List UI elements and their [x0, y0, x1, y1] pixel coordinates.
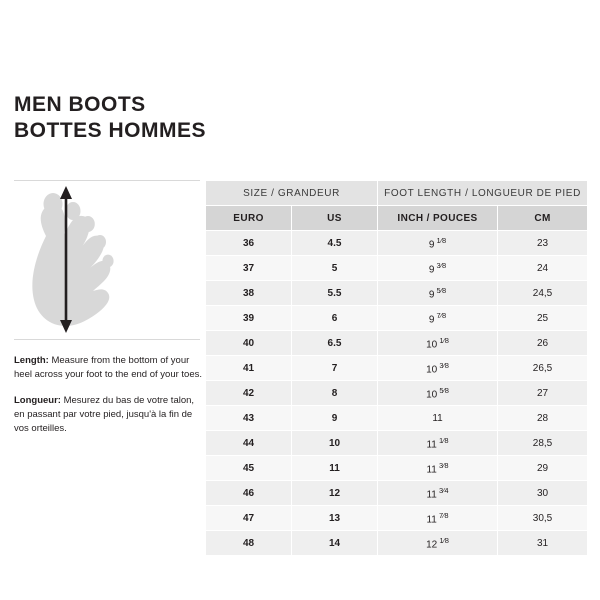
cell-us: 7: [292, 356, 378, 381]
inch-whole: 11: [426, 514, 437, 526]
cell-cm: 26: [498, 331, 588, 356]
table-row: [206, 431, 588, 456]
cell-inch: [378, 281, 498, 306]
inch-whole: 11: [426, 464, 437, 476]
table-row: [206, 481, 588, 506]
inch-fraction: 3⁄4: [436, 485, 449, 495]
cell-cm: 25: [498, 306, 588, 331]
column-header-euro: EURO: [206, 206, 292, 231]
cell-inch: [378, 331, 498, 356]
size-table-wrapper: [205, 180, 587, 556]
cell-euro: 40: [206, 331, 292, 356]
inch-whole: 10: [426, 364, 438, 376]
cell-inch: [378, 231, 498, 256]
cell-us: 6: [292, 306, 378, 331]
cell-inch: [378, 481, 498, 506]
inch-whole: 9: [428, 314, 435, 326]
group-header-foot-length: FOOT LENGTH / LONGUEUR DE PIED: [378, 181, 588, 206]
inch-whole: 12: [426, 539, 438, 551]
cell-inch: [378, 431, 498, 456]
title-line-en: MEN BOOTS: [14, 93, 146, 116]
table-row: [206, 381, 588, 406]
column-header-us: US: [292, 206, 378, 231]
foot-outline-icon: [16, 184, 166, 336]
cell-inch: [378, 256, 498, 281]
cell-euro: 41: [206, 356, 292, 381]
cell-euro: 46: [206, 481, 292, 506]
cell-cm: 29: [498, 456, 588, 481]
table-row: [206, 256, 588, 281]
note-french-label: Longueur:: [14, 395, 61, 406]
table-row: [206, 406, 588, 431]
cell-us: 13: [292, 506, 378, 531]
cell-euro: 39: [206, 306, 292, 331]
cell-us: 5.5: [292, 281, 378, 306]
column-header-cm: CM: [498, 206, 588, 231]
cell-inch: [378, 456, 498, 481]
cell-cm: 30: [498, 481, 588, 506]
table-column-header-row: [206, 206, 588, 231]
note-english: [14, 354, 204, 382]
table-row: [206, 456, 588, 481]
cell-us: 8: [292, 381, 378, 406]
divider-bottom: [14, 339, 200, 340]
cell-cm: 24,5: [498, 281, 588, 306]
cell-inch: [378, 356, 498, 381]
note-french-text: Mesurez du bas de votre talon, en passant par votre pied, jusqu'à la fin de vos orteilles.: [14, 395, 195, 434]
column-header-inch: INCH / POUCES: [378, 206, 498, 231]
cell-euro: 38: [206, 281, 292, 306]
page-title: [14, 92, 434, 144]
cell-euro: 47: [206, 506, 292, 531]
note-french: [14, 394, 204, 436]
inch-whole: 11: [426, 439, 437, 451]
cell-us: 14: [292, 531, 378, 556]
inch-fraction: 1⁄8: [437, 335, 449, 345]
group-header-size: SIZE / GRANDEUR: [206, 181, 378, 206]
inch-fraction: 5⁄8: [437, 385, 449, 395]
cell-us: 10: [292, 431, 378, 456]
inch-fraction: 7⁄8: [436, 510, 449, 520]
cell-cm: 26,5: [498, 356, 588, 381]
cell-us: 6.5: [292, 331, 378, 356]
cell-euro: 36: [206, 231, 292, 256]
table-row: [206, 281, 588, 306]
table-row: [206, 306, 588, 331]
cell-us: 5: [292, 256, 378, 281]
inch-whole: 11: [432, 412, 443, 424]
table-group-header-row: [206, 181, 588, 206]
cell-inch: [378, 306, 498, 331]
cell-cm: 30,5: [498, 506, 588, 531]
divider-top: [14, 180, 200, 181]
cell-inch: [378, 531, 498, 556]
foot-diagram: [14, 180, 200, 340]
cell-us: 11: [292, 456, 378, 481]
inch-fraction: 3⁄8: [434, 260, 447, 270]
inch-fraction: 1⁄8: [434, 235, 447, 245]
inch-fraction: 7⁄8: [434, 310, 447, 320]
cell-euro: 48: [206, 531, 292, 556]
table-row: [206, 331, 588, 356]
note-english-label: Length:: [14, 355, 49, 366]
cell-inch: [378, 406, 498, 431]
cell-cm: 24: [498, 256, 588, 281]
inch-whole: 9: [428, 264, 435, 276]
cell-inch: [378, 381, 498, 406]
cell-cm: 31: [498, 531, 588, 556]
inch-whole: 9: [428, 239, 435, 251]
inch-whole: 10: [426, 339, 438, 351]
cell-cm: 28,5: [498, 431, 588, 456]
inch-fraction: 1⁄8: [436, 435, 449, 445]
inch-fraction: 5⁄8: [434, 285, 447, 295]
illustration-column: [14, 180, 203, 448]
table-row: [206, 356, 588, 381]
inch-fraction: 3⁄8: [437, 360, 449, 370]
cell-us: 9: [292, 406, 378, 431]
size-table: [205, 180, 588, 556]
note-english-text: Measure from the bottom of your heel across your foot to the end of your toes.: [14, 355, 203, 380]
table-row: [206, 506, 588, 531]
size-table-body: [206, 231, 588, 556]
measurement-instructions: [14, 354, 204, 436]
inch-whole: 10: [426, 389, 438, 401]
cell-euro: 44: [206, 431, 292, 456]
inch-whole: 9: [428, 289, 435, 301]
cell-euro: 43: [206, 406, 292, 431]
cell-euro: 37: [206, 256, 292, 281]
cell-cm: 23: [498, 231, 588, 256]
inch-fraction: 3⁄8: [436, 460, 449, 470]
cell-euro: 42: [206, 381, 292, 406]
table-row: [206, 231, 588, 256]
cell-inch: [378, 506, 498, 531]
inch-whole: 11: [426, 489, 437, 501]
inch-fraction: 1⁄8: [437, 535, 449, 545]
cell-cm: 28: [498, 406, 588, 431]
cell-euro: 45: [206, 456, 292, 481]
cell-us: 12: [292, 481, 378, 506]
title-line-fr: BOTTES HOMMES: [14, 119, 207, 142]
table-row: [206, 531, 588, 556]
cell-us: 4.5: [292, 231, 378, 256]
cell-cm: 27: [498, 381, 588, 406]
